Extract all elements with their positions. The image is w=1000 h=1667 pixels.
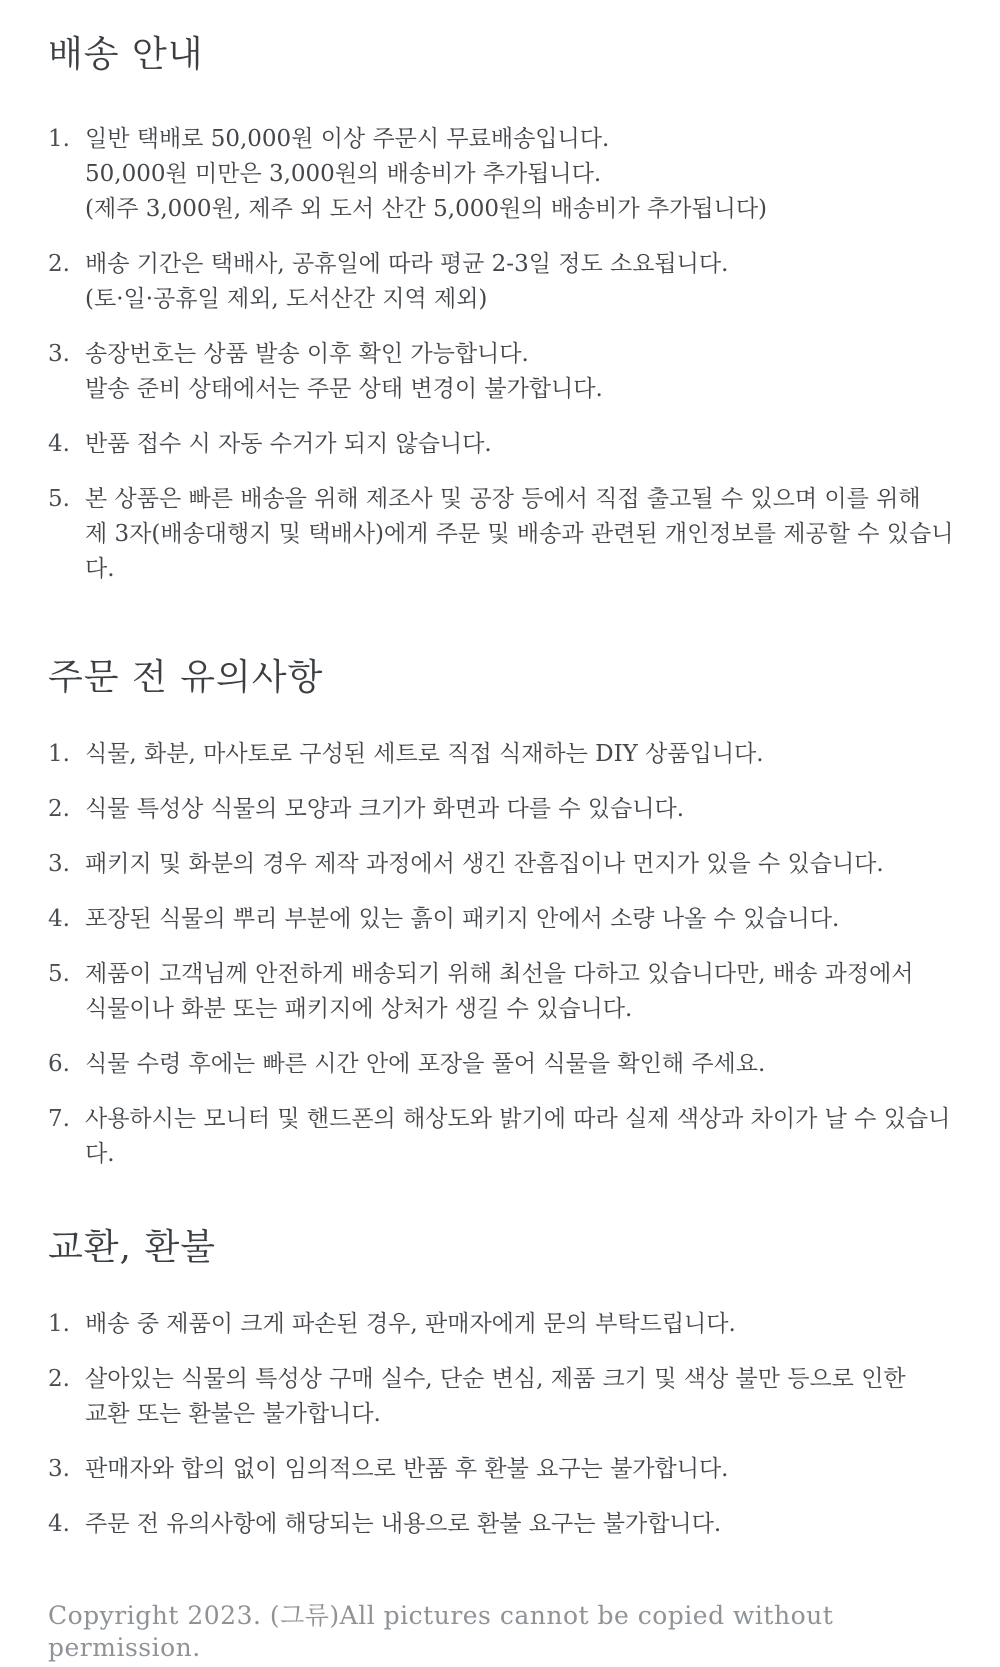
list-item bbox=[48, 1047, 960, 1082]
item-number: 3. bbox=[48, 341, 70, 367]
section-shipping-info bbox=[48, 34, 960, 587]
item-line: 판매자와 합의 없이 임의적으로 반품 후 환불 요구는 불가합니다. bbox=[85, 1456, 729, 1482]
item-number: 4. bbox=[48, 1511, 70, 1537]
copyright-text: Copyright 2023. (그류)All pictures cannot be copied without permission. bbox=[48, 1601, 834, 1662]
item-line: 50,000원 미만은 3,000원의 배송비가 추가됩니다. bbox=[85, 161, 602, 187]
item-line: 본 상품은 빠른 배송을 위해 제조사 및 공장 등에서 직접 출고될 수 있으며 이를 위해 bbox=[85, 486, 921, 512]
item-text bbox=[85, 957, 960, 1027]
pre-order-notice-list bbox=[48, 737, 960, 1172]
item-text bbox=[85, 1362, 960, 1432]
document-footer bbox=[48, 1600, 960, 1664]
item-number: 5. bbox=[48, 486, 70, 512]
item-line: (제주 3,000원, 제주 외 도서 산간 5,000원의 배송비가 추가됩니다) bbox=[85, 196, 768, 222]
list-item bbox=[48, 792, 960, 827]
item-text bbox=[85, 1047, 960, 1082]
item-text bbox=[85, 1507, 960, 1542]
item-line: 제품이 고객님께 안전하게 배송되기 위해 최선을 다하고 있습니다만, 배송 과정에서 bbox=[85, 961, 914, 987]
item-number: 2. bbox=[48, 251, 70, 277]
item-line: 주문 전 유의사항에 해당되는 내용으로 환불 요구는 불가합니다. bbox=[85, 1511, 722, 1537]
item-line: 식물 수령 후에는 빠른 시간 안에 포장을 풀어 식물을 확인해 주세요. bbox=[85, 1051, 766, 1077]
item-number: 5. bbox=[48, 961, 70, 987]
list-item bbox=[48, 1307, 960, 1342]
item-line: 반품 접수 시 자동 수거가 되지 않습니다. bbox=[85, 431, 492, 457]
item-text bbox=[85, 737, 960, 772]
item-number: 2. bbox=[48, 1366, 70, 1392]
item-line: 패키지 및 화분의 경우 제작 과정에서 생긴 잔흠집이나 먼지가 있을 수 있습니다. bbox=[85, 851, 884, 877]
item-number: 1. bbox=[48, 1311, 70, 1337]
pre-order-notice-title: 주문 전 유의사항 bbox=[48, 657, 324, 698]
list-item bbox=[48, 737, 960, 772]
item-number: 7. bbox=[48, 1106, 70, 1132]
list-item bbox=[48, 1102, 960, 1172]
item-text bbox=[85, 1307, 960, 1342]
item-number: 6. bbox=[48, 1051, 70, 1077]
item-line: 교환 또는 환불은 불가합니다. bbox=[85, 1401, 381, 1427]
item-line: 일반 택배로 50,000원 이상 주문시 무료배송입니다. bbox=[85, 126, 610, 152]
item-text bbox=[85, 1452, 960, 1487]
exchange-refund-list bbox=[48, 1307, 960, 1542]
item-number: 4. bbox=[48, 431, 70, 457]
item-text bbox=[85, 247, 960, 317]
list-item bbox=[48, 1507, 960, 1542]
shipping-info-title: 배송 안내 bbox=[48, 34, 204, 75]
item-line: 살아있는 식물의 특성상 구매 실수, 단순 변심, 제품 크기 및 색상 불만 등으로 인한 bbox=[85, 1366, 906, 1392]
item-number: 1. bbox=[48, 741, 70, 767]
list-item bbox=[48, 902, 960, 937]
item-text bbox=[85, 1102, 960, 1172]
item-number: 4. bbox=[48, 906, 70, 932]
item-number: 2. bbox=[48, 796, 70, 822]
item-line: 제 3자(배송대행지 및 택배사)에게 주문 및 배송과 관련된 개인정보를 제공할 수 있습니다. bbox=[85, 521, 954, 582]
item-line: 발송 준비 상태에서는 주문 상태 변경이 불가합니다. bbox=[85, 376, 603, 402]
item-line: 송장번호는 상품 발송 이후 확인 가능합니다. bbox=[85, 341, 529, 367]
item-text bbox=[85, 792, 960, 827]
list-item bbox=[48, 337, 960, 407]
item-text bbox=[85, 902, 960, 937]
item-text bbox=[85, 337, 960, 407]
list-item bbox=[48, 122, 960, 227]
item-line: 포장된 식물의 뿌리 부분에 있는 흙이 패키지 안에서 소량 나올 수 있습니다. bbox=[85, 906, 840, 932]
item-number: 3. bbox=[48, 851, 70, 877]
list-item bbox=[48, 247, 960, 317]
item-line: 식물이나 화분 또는 패키지에 상처가 생길 수 있습니다. bbox=[85, 996, 633, 1022]
list-item bbox=[48, 957, 960, 1027]
item-text bbox=[85, 847, 960, 882]
item-text bbox=[85, 482, 960, 587]
exchange-refund-title: 교환, 환불 bbox=[48, 1227, 216, 1268]
item-line: 사용하시는 모니터 및 핸드폰의 해상도와 밝기에 따라 실제 색상과 차이가 날 수 있습니다. bbox=[85, 1106, 951, 1167]
list-item bbox=[48, 482, 960, 587]
item-text bbox=[85, 427, 960, 462]
list-item bbox=[48, 1362, 960, 1432]
list-item bbox=[48, 427, 960, 462]
section-pre-order-notice bbox=[48, 657, 960, 1172]
section-exchange-refund bbox=[48, 1227, 960, 1542]
item-line: 배송 중 제품이 크게 파손된 경우, 판매자에게 문의 부탁드립니다. bbox=[85, 1311, 736, 1337]
shipping-info-list bbox=[48, 122, 960, 587]
item-number: 3. bbox=[48, 1456, 70, 1482]
item-line: 식물 특성상 식물의 모양과 크기가 화면과 다를 수 있습니다. bbox=[85, 796, 685, 822]
item-line: 배송 기간은 택배사, 공휴일에 따라 평균 2-3일 정도 소요됩니다. bbox=[85, 251, 729, 277]
item-text bbox=[85, 122, 960, 227]
item-line: (토·일·공휴일 제외, 도서산간 지역 제외) bbox=[85, 286, 488, 312]
list-item bbox=[48, 847, 960, 882]
item-line: 식물, 화분, 마사토로 구성된 세트로 직접 식재하는 DIY 상품입니다. bbox=[85, 741, 764, 767]
item-number: 1. bbox=[48, 126, 70, 152]
list-item bbox=[48, 1452, 960, 1487]
